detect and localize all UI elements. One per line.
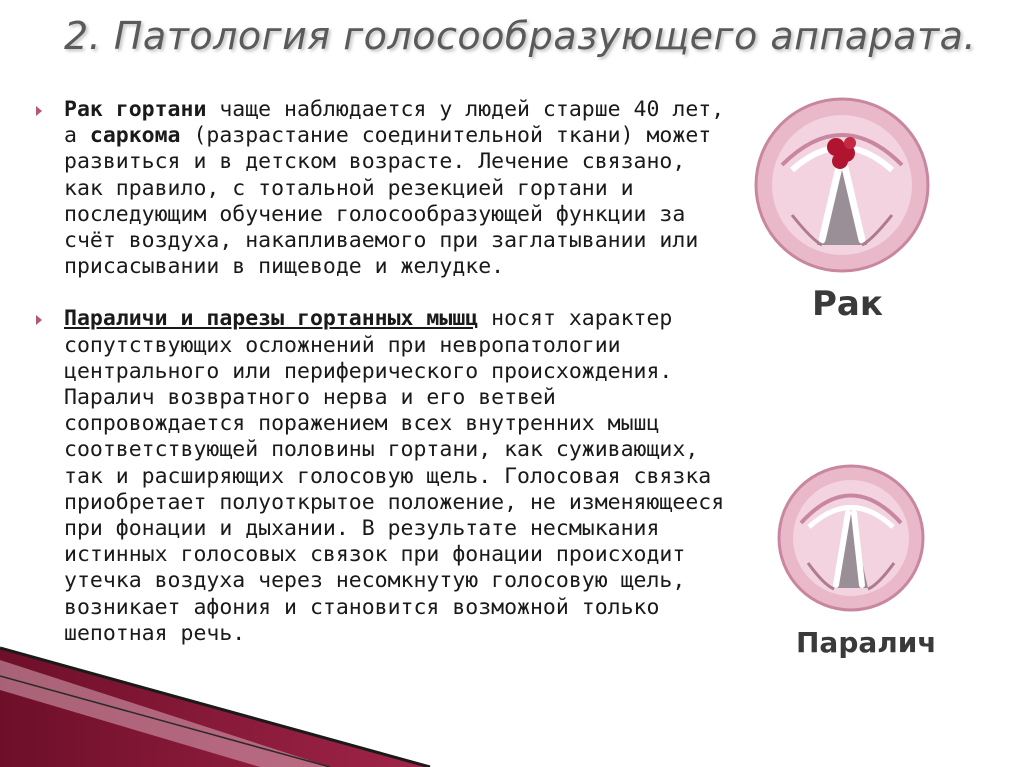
caption-paralysis: Паралич — [796, 626, 937, 659]
larynx-paralysis-illustration — [776, 463, 926, 613]
bullet-list — [36, 97, 736, 647]
bullet-text: чаще наблюдается у людей старше 40 лет, а — [64, 97, 725, 149]
page-title: 2. Патология голосообразующего аппарата. — [64, 14, 977, 58]
bullet-paralysis — [36, 306, 736, 647]
bullet-lead-term: Рак гортани — [64, 97, 207, 122]
bullet-text: носят характер сопутствующих осложнений при невропатологии центрального или периферического происхождения. Паралич возвратного нерва и его ветвей сопровождается поражением всех внутренних мышц соответствующей половины гортани, как суживающих, так и расширяющих голосовую щель. Голосовая связка приобретает полуоткрытое положение, не изменяющееся при фонации и дыхании. В результате несмыкания истинных голосовых связок при фонации происходит утечка воздуха через несомкнутую голосовую щель, возникает афония и становится возможной только шепотная речь. — [64, 306, 725, 646]
larynx-cancer-icon — [752, 95, 932, 275]
bullet-text: (разрастание соединительной ткани) может развиться и в детском возрасте. Лечение связано, как правило, с тотальной резекцией гортани и последующим обучение голосообразующей функции за счёт воздуха, накапливаемого при заглатывании или присасывании в пищеводе и желудке. — [64, 123, 712, 280]
larynx-paralysis-icon — [776, 463, 926, 613]
bullet-lead-term: Параличи и парезы гортанных мышц — [64, 306, 479, 332]
bullet-cancer — [36, 97, 736, 280]
caption-cancer: Рак — [812, 284, 883, 324]
bullet-arrow-icon — [36, 106, 42, 116]
bullet-arrow-icon — [36, 315, 42, 325]
bullet-term-sarcoma: саркома — [89, 123, 181, 149]
larynx-cancer-illustration — [752, 95, 932, 275]
